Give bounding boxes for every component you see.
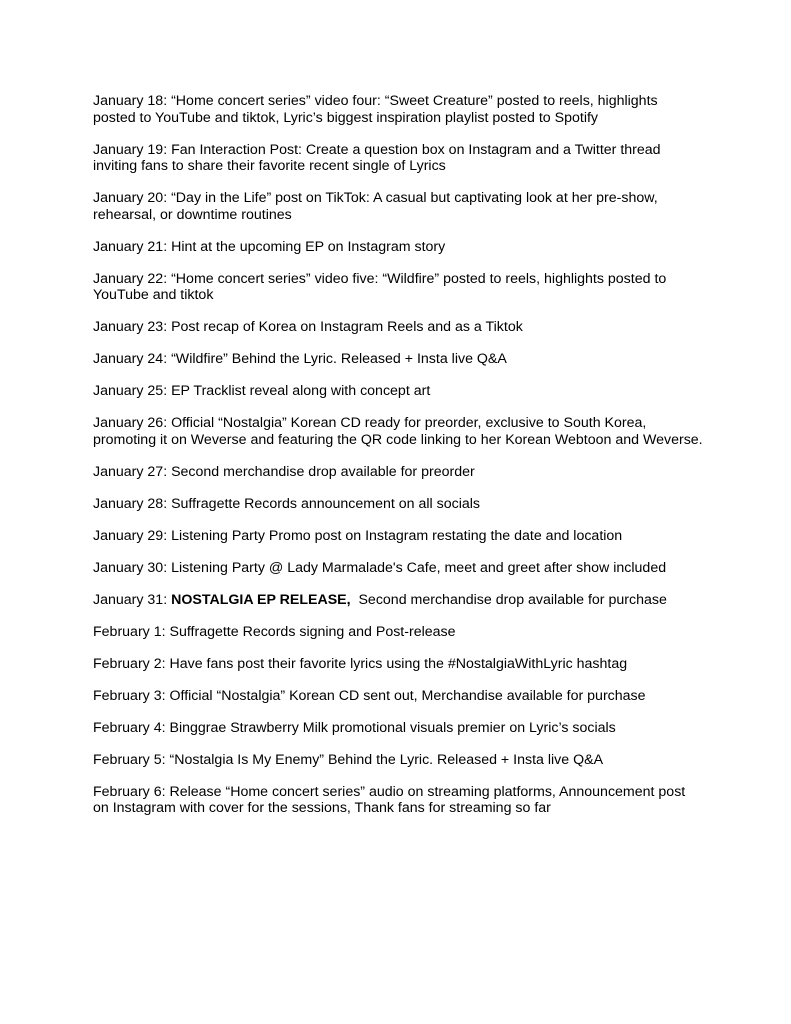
schedule-entry-jan-22: January 22: “Home concert series” video five: “Wildfire” posted to reels, highlights posted to YouTube and tiktok — [93, 270, 667, 304]
schedule-entry-feb-6: February 6: Release “Home concert series” audio on streaming platforms, Announcement post on Instagram with cover for the sessions, Thank fans for streaming so far — [93, 783, 686, 817]
entry-date-prefix: January 31: — [93, 591, 172, 608]
schedule-entry-jan-20: January 20: “Day in the Life” post on TikTok: A casual but captivating look at her pre-show, rehearsal, or downtime routines — [93, 190, 658, 223]
schedule-entry-jan-27: January 27: Second merchandise drop available for preorder — [93, 463, 475, 480]
schedule-entry-jan-23: January 23: Post recap of Korea on Instagram Reels and as a Tiktok — [93, 319, 523, 336]
schedule-entry-jan-26: January 26: Official “Nostalgia” Korean CD ready for preorder, exclusive to South Korea, promoting it on Weverse and featuring the QR code linking to her Korean Webtoon and Weverse. — [93, 415, 703, 448]
schedule-entry-jan-30: January 30: Listening Party @ Lady Marmalade's Cafe, meet and greet after show included — [93, 559, 667, 576]
schedule-entry-jan-29: January 29: Listening Party Promo post on Instagram restating the date and location — [93, 527, 623, 544]
schedule-entry-feb-1: February 1: Suffragette Records signing and Post-release — [93, 623, 456, 640]
schedule-entry-feb-3: February 3: Official “Nostalgia” Korean CD sent out, Merchandise available for purchase — [93, 687, 646, 704]
schedule-entry-feb-5: February 5: “Nostalgia Is My Enemy” Behind the Lyric. Released + Insta live Q&A — [93, 751, 604, 768]
schedule-entry-jan-18: January 18: “Home concert series” video four: “Sweet Creature” posted to reels, highlights posted to YouTube and tiktok, Lyric’s biggest inspiration playlist posted to Spotify — [93, 93, 658, 126]
schedule-entry-jan-25: January 25: EP Tracklist reveal along with concept art — [93, 383, 431, 400]
schedule-entry-jan-31 — [93, 592, 703, 609]
document-page — [93, 93, 703, 832]
schedule-entry-feb-2: February 2: Have fans post their favorite lyrics using the #NostalgiaWithLyric hashtag — [93, 655, 628, 672]
schedule-entry-jan-28: January 28: Suffragette Records announcement on all socials — [93, 495, 480, 512]
schedule-entry-jan-24: January 24: “Wildfire” Behind the Lyric. Released + Insta live Q&A — [93, 351, 507, 368]
entry-suffix: Second merchandise drop available for purchase — [350, 591, 667, 608]
schedule-entry-feb-4: February 4: Binggrae Strawberry Milk promotional visuals premier on Lyric’s socials — [93, 719, 616, 736]
ep-release-highlight: NOSTALGIA EP RELEASE, — [171, 591, 351, 608]
schedule-entry-jan-21: January 21: Hint at the upcoming EP on Instagram story — [93, 238, 446, 255]
schedule-entry-jan-19: January 19: Fan Interaction Post: Create a question box on Instagram and a Twitter thread inviting fans to share their favorite recent single of Lyrics — [93, 141, 661, 175]
